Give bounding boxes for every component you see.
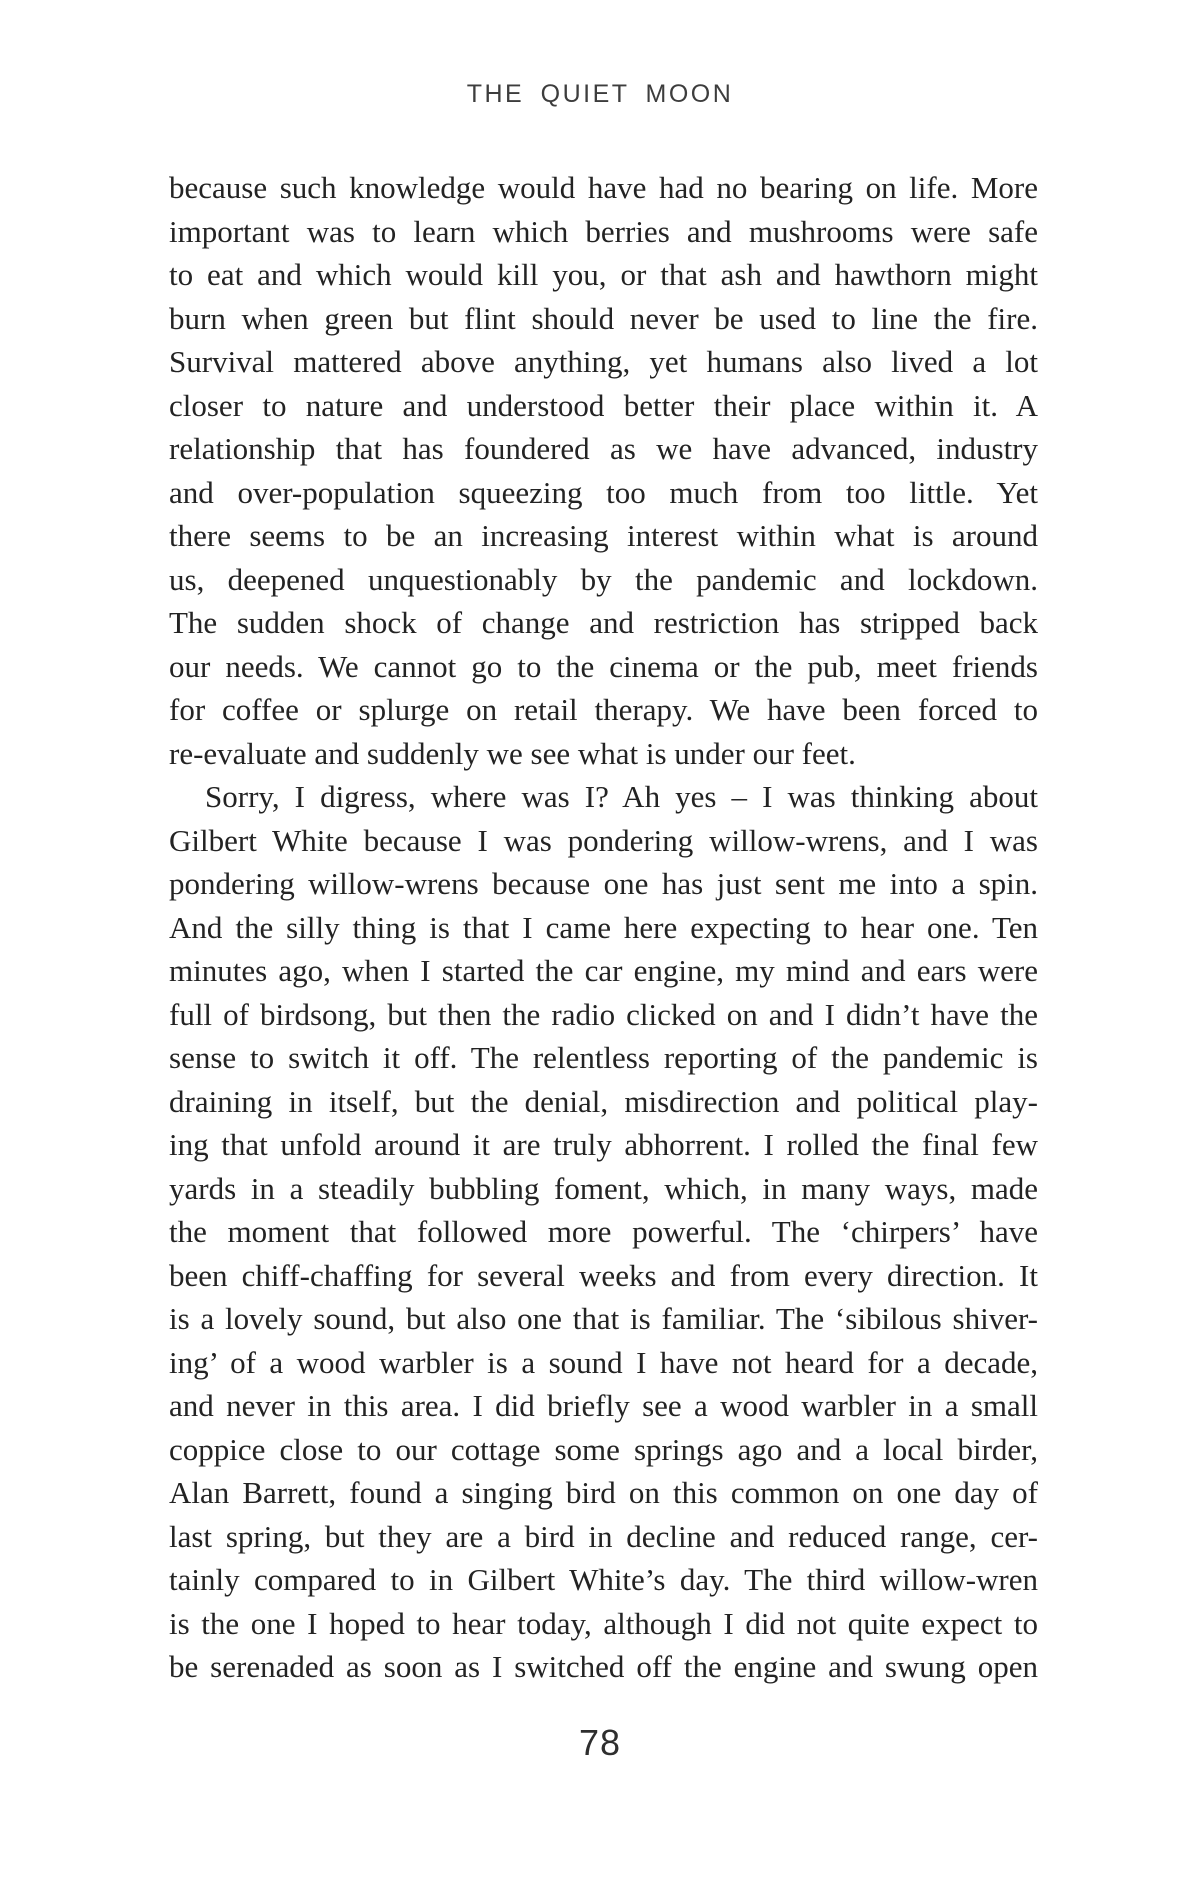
text-line: burn when green but flint should never be used to line the fire. — [169, 300, 1038, 336]
text-line: pondering willow-wrens because one has just sent me into a spin. — [169, 866, 1038, 901]
text-line: Sorry, I digress, where was I? Ah yes – I was thinking about — [205, 779, 1038, 814]
text-line: the moment that followed more powerful. The ‘chirpers’ have — [169, 1214, 1038, 1249]
text-line: sense to switch it off. The relentless reporting of the pandemic is — [169, 1040, 1038, 1075]
text-line: important was to learn which berries and mushrooms were safe — [169, 213, 1038, 249]
running-header: THE QUIET MOON — [466, 80, 734, 108]
text-line: our needs. We cannot go to the cinema or the pub, meet friends — [169, 648, 1038, 684]
text-line: tainly compared to in Gilbert White’s day. The third willow-wren — [169, 1562, 1038, 1597]
text-line: relationship that has foundered as we have advanced, industry — [169, 431, 1038, 466]
text-line: been chiff-chaffing for several weeks and from every direction. It — [169, 1257, 1038, 1293]
text-line: there seems to be an increasing interest within what is around — [169, 518, 1038, 553]
text-line: re-evaluate and suddenly we see what is under our feet. — [169, 735, 856, 771]
text-line: draining in itself, but the denial, misdirection and political play- — [169, 1083, 1038, 1119]
text-line: Survival mattered above anything, yet humans also lived a lot — [169, 344, 1038, 379]
text-line: us, deepened unquestionably by the pandemic and lockdown. — [169, 561, 1038, 597]
text-line: yards in a steadily bubbling foment, which, in many ways, made — [169, 1170, 1038, 1206]
text-line: to eat and which would kill you, or that ash and hawthorn might — [169, 257, 1038, 292]
text-line: And the silly thing is that I came here expecting to hear one. Ten — [169, 909, 1038, 945]
text-line: Alan Barrett, found a singing bird on this common on one day of — [169, 1475, 1038, 1510]
text-line: ing’ of a wood warbler is a sound I have not heard for a decade, — [169, 1344, 1038, 1380]
text-line: for coffee or splurge on retail therapy. We have been forced to — [169, 692, 1038, 727]
body-text — [169, 166, 1038, 1689]
text-line: last spring, but they are a bird in decline and reduced range, cer- — [169, 1518, 1038, 1554]
text-line: minutes ago, when I started the car engine, my mind and ears were — [169, 953, 1038, 988]
text-line: and never in this area. I did briefly see a wood warbler in a small — [169, 1388, 1038, 1423]
text-line: The sudden shock of change and restriction has stripped back — [169, 605, 1038, 640]
text-line: is the one I hoped to hear today, although I did not quite expect to — [169, 1605, 1038, 1641]
text-line: Gilbert White because I was pondering willow-wrens, and I was — [169, 822, 1038, 858]
text-line: closer to nature and understood better their place within it. A — [169, 387, 1038, 423]
text-line: be serenaded as soon as I switched off the engine and swung open — [169, 1649, 1038, 1684]
text-line: ing that unfold around it are truly abhorrent. I rolled the final few — [169, 1127, 1038, 1162]
text-line: full of birdsong, but then the radio clicked on and I didn’t have the — [169, 996, 1038, 1032]
text-line: coppice close to our cottage some springs ago and a local birder, — [169, 1431, 1038, 1467]
text-line: is a lovely sound, but also one that is familiar. The ‘sibilous shiver- — [169, 1301, 1038, 1336]
text-line: and over-population squeezing too much from too little. Yet — [169, 474, 1038, 510]
page-number: 78 — [578, 1722, 622, 1763]
text-line: because such knowledge would have had no bearing on life. More — [169, 170, 1038, 205]
